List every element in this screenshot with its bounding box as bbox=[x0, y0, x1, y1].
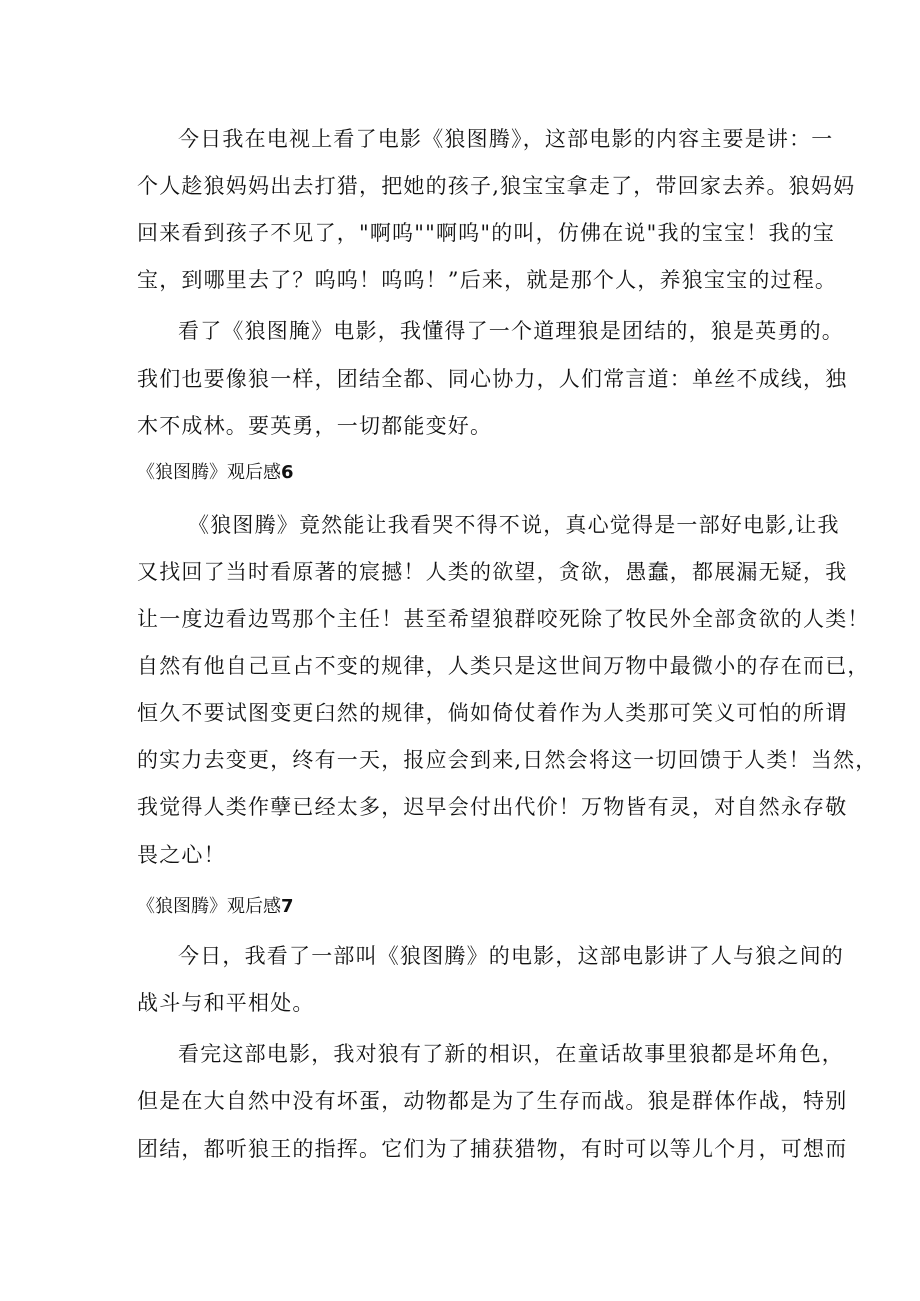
section-heading-number: 6 bbox=[281, 462, 294, 483]
paragraph-line: 团结，都听狼王的指挥。它们为了捕获猎物，有时可以等儿个月，可想而 bbox=[137, 1137, 848, 1161]
paragraph-line: 又找回了当时看原著的宸撼！人类的欲望，贪欲，愚蠢，都展漏无疑，我 bbox=[137, 560, 848, 584]
paragraph-line: 木不成林。要英勇，一切都能变好。 bbox=[137, 414, 493, 438]
paragraph-line: 畏之心！ bbox=[137, 843, 226, 867]
section-heading bbox=[137, 459, 294, 487]
paragraph-line: 自然有他自己亘占不变的规律，人类只是这世间万物中最微小的存在而已， bbox=[137, 654, 870, 678]
paragraph-line: 个人趁狼妈妈出去打猎，把她的孩子,狼宝宝拿走了，带回家去养。狼妈妈 bbox=[137, 174, 856, 198]
paragraph-line: 看完这部电影，我对狼有了新的相识，在童话故事里狼都是坏角色， bbox=[178, 1042, 844, 1066]
section-heading-number: 7 bbox=[281, 896, 294, 917]
paragraph-line: 《狼图腾》竟然能让我看哭不得不说，真心觉得是一部好电影,让我 bbox=[188, 513, 840, 537]
paragraph-line: 今日我在电视上看了电影《狼图腾》，这部电影的内容主要是讲：一 bbox=[178, 127, 834, 151]
section-heading-title: 《狼图腾》观后感 bbox=[137, 462, 281, 483]
paragraph-line: 看了《狼图腌》电影，我懂得了一个道理狼是团结的，狼是英勇的。 bbox=[178, 319, 844, 343]
paragraph-line: 回来看到孩子不见了，"啊呜""啊呜"的叫，仿佛在说"我的宝宝！我的宝 bbox=[137, 221, 836, 245]
paragraph-line: 但是在大自然中没有坏蛋，动物都是为了生存而战。狼是群体作战，特别 bbox=[137, 1089, 848, 1113]
paragraph-line: 我们也要像狼一样，团结全都、同心协力，人们常言道：单丝不成线，独 bbox=[137, 367, 848, 391]
paragraph-line: 宝，到哪里去了？呜呜！呜呜！”后来，就是那个人，养狼宝宝的过程。 bbox=[137, 268, 838, 292]
paragraph-line: 的实力去变更，终有一天，报应会到来,日然会将这一切回馈于人类！当然， bbox=[137, 748, 878, 772]
section-heading bbox=[137, 893, 294, 921]
paragraph-line: 让一度边看边骂那个主任！甚至希望狼群咬死除了牧民外全部贪欲的人类！ bbox=[137, 607, 870, 631]
paragraph-line: 战斗与和平相处。 bbox=[137, 991, 315, 1015]
paragraph-line: 恒久不要试图变更臼然的规律，倘如倚仗着作为人类那可笑义可怕的所谓 bbox=[137, 701, 848, 725]
section-heading-title: 《狼图腾》观后感 bbox=[137, 896, 281, 917]
paragraph-line: 今日，我看了一部叫《狼图腾》的电影，这部电影讲了人与狼之间的 bbox=[178, 944, 844, 968]
paragraph-line: 我觉得人类作孽已经太多，迟早会付出代价！万物皆有灵，对自然永存敬 bbox=[137, 795, 848, 819]
